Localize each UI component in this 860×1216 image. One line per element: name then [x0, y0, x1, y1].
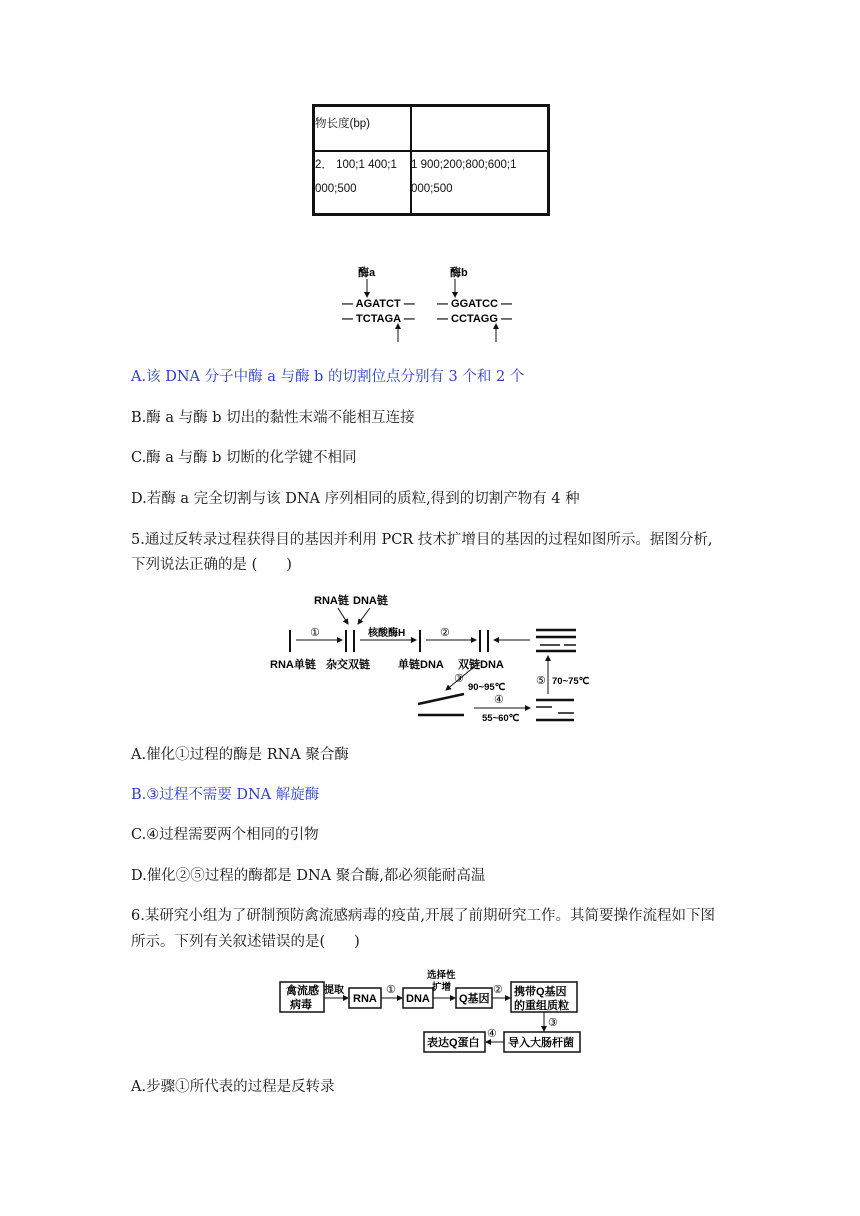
express-label: 表达Q蛋白: [427, 1037, 480, 1049]
dna-label: DNA: [406, 993, 430, 1005]
q4-option-b: B.酶 a 与酶 b 切出的黏性末端不能相互连接: [131, 410, 415, 426]
q4-option-d: D.若酶 a 完全切割与该 DNA 序列相同的质粒,得到的切割产物有 4 种: [131, 491, 580, 507]
enzyme-a-bottom-strand: — TCTAGA —: [342, 313, 415, 325]
ds-dna-label: 双链DNA: [458, 659, 504, 671]
enzyme-b-label: 酶b: [450, 267, 468, 279]
enzyme-a-label: 酶a: [358, 267, 376, 279]
q6-stem-line2: 所示。下列有关叙述错误的是( ): [131, 934, 360, 950]
plasmid-label-1: 携带Q基因: [514, 986, 567, 998]
hybrid-label: 杂交双链: [326, 659, 370, 671]
virus-label-1: 禽流感: [286, 985, 319, 997]
table-cell-left-line2: 000;500: [315, 183, 357, 195]
q4-option-c: C.酶 a 与酶 b 切断的化学键不相同: [131, 450, 357, 466]
dna-chain-pointer: [358, 608, 370, 624]
step4-label-q6: ④: [487, 1028, 497, 1040]
enzyme-b-top-strand: — GGATCC —: [437, 298, 512, 310]
rna-chain-pointer: [338, 608, 348, 624]
virus-label-2: 病毒: [290, 999, 312, 1011]
table-header-left: 物长度(bp): [315, 118, 370, 130]
rna-label: RNA: [353, 993, 377, 1005]
ecoli-label: 导入大肠杆菌: [508, 1037, 574, 1049]
q6-stem-line1: 6.某研究小组为了研制预防禽流感病毒的疫苗,开展了前期研究工作。其简要操作流程如下图: [131, 908, 715, 924]
ss-dna-label: 单链DNA: [398, 659, 444, 671]
step2-label: ②: [440, 627, 450, 639]
q5-stem-line1: 5.通过反转录过程获得目的基因并利用 PCR 技术扩增目的基因的过程如图所示。据图分析,: [131, 532, 713, 548]
step1-label: ①: [310, 627, 320, 639]
step3-label-q6: ③: [548, 1017, 558, 1029]
plasmid-label-2: 的重组质粒: [514, 1000, 569, 1012]
step5-label: ⑤: [536, 675, 546, 687]
q5-option-a: A.催化①过程的酶是 RNA 聚合酶: [131, 747, 349, 763]
vaccine-workflow-figure: [278, 968, 598, 1056]
enzyme-site-figure: [330, 262, 530, 346]
rna-chain-label: RNA链: [314, 595, 349, 607]
selective-label-2: 扩增: [432, 982, 452, 993]
fragment-length-table: [312, 104, 550, 216]
step5-temp: 70~75℃: [552, 676, 590, 687]
extract-label: 提取: [324, 985, 344, 996]
q5-option-b: B.③过程不需要 DNA 解旋酶: [131, 787, 320, 803]
table-cell-right-line2: 000;500: [411, 183, 453, 195]
enzyme-b-bottom-strand: — CCTAGG —: [437, 313, 512, 325]
step1-label-q6: ①: [386, 984, 396, 996]
table-cell-left-line1: 2． 100;1 400;1: [315, 159, 397, 171]
step4-temp: 55~60℃: [482, 713, 520, 724]
reverse-transcription-pcr-figure: [268, 590, 598, 730]
rna-single-label: RNA单链: [270, 659, 316, 671]
denatured-strand-1: [418, 694, 464, 704]
step2-label-q6: ②: [493, 984, 503, 996]
step4-label: ④: [494, 694, 504, 706]
q4-option-a: A.该 DNA 分子中酶 a 与酶 b 的切割位点分别有 3 个和 2 个: [131, 369, 525, 385]
step3-label: ③: [454, 673, 464, 685]
rnase-h-label: 核酸酶H: [368, 628, 406, 639]
q6-option-a: A.步骤①所代表的过程是反转录: [131, 1079, 335, 1095]
selective-label-1: 选择性: [427, 970, 456, 981]
q5-option-c: C.④过程需要两个相同的引物: [131, 827, 319, 843]
q5-option-d: D.催化②⑤过程的酶都是 DNA 聚合酶,都必须能耐高温: [131, 868, 486, 884]
dna-chain-label: DNA链: [353, 595, 388, 607]
q-gene-label: Q基因: [459, 993, 490, 1005]
q5-stem-line2: 下列说法正确的是 ( ): [131, 557, 292, 573]
table-divider-horizontal: [315, 150, 547, 152]
step3-temp: 90~95℃: [468, 682, 506, 693]
enzyme-a-top-strand: — AGATCT —: [342, 298, 415, 310]
table-cell-right-line1: 1 900;200;800;600;1: [411, 159, 517, 171]
